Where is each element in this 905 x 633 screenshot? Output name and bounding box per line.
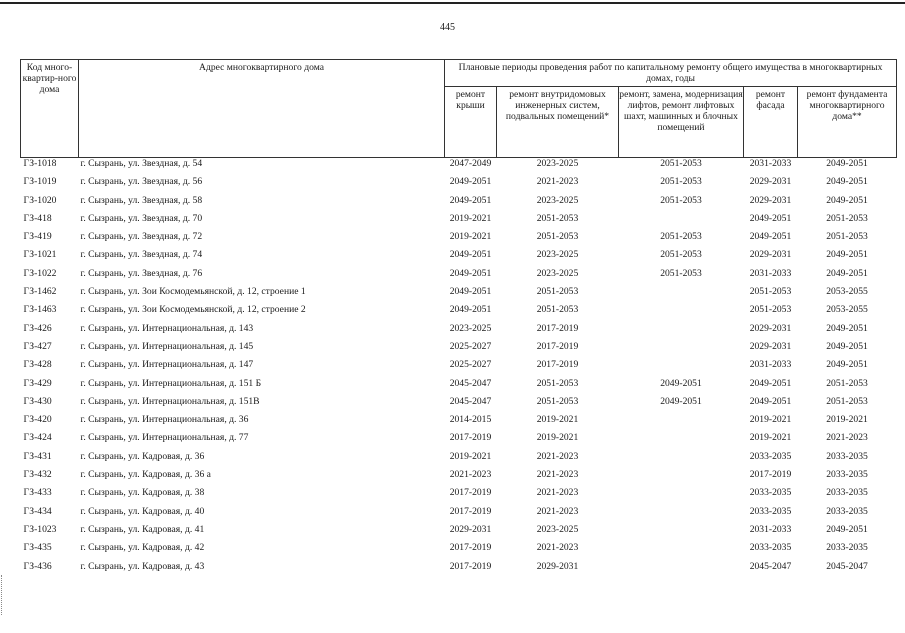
row-code: ГЗ-1023 (23, 523, 57, 535)
row-code: ГЗ-426 (23, 322, 52, 334)
row-address: г. Сызрань, ул. Кадровая, д. 36 (80, 450, 205, 462)
row-systems: 2021-2023 (536, 469, 579, 481)
capital-repair-table (20, 59, 897, 579)
row-code: ГЗ-424 (23, 432, 52, 444)
row-systems: 2051-2053 (536, 377, 579, 389)
row-address: г. Сызрань, ул. Интернациональная, д. 145 (80, 340, 254, 352)
row-facade: 2029-2031 (749, 340, 792, 352)
row-code: ГЗ-1018 (23, 158, 57, 169)
row-code: ГЗ-1019 (23, 176, 57, 188)
table-row (21, 378, 897, 396)
table-row (21, 451, 897, 469)
row-facade: 2033-2035 (749, 487, 792, 499)
row-foundation: 2049-2051 (826, 249, 868, 261)
row-code: ГЗ-430 (23, 395, 52, 407)
row-facade: 2049-2051 (749, 212, 792, 224)
top-rule (0, 2, 905, 4)
table-row (21, 506, 897, 524)
row-code: ГЗ-433 (23, 487, 52, 499)
row-address: г. Сызрань, ул. Зои Космодемьянской, д. 12, строение 2 (80, 304, 306, 316)
row-roof: 2017-2019 (449, 505, 492, 517)
row-address: г. Сызрань, ул. Интернациональная, д. 151В (80, 395, 260, 407)
row-roof: 2014-2015 (449, 414, 492, 426)
table-row (21, 304, 897, 322)
row-elevators: 2051-2053 (660, 249, 702, 261)
row-systems: 2051-2053 (536, 212, 579, 224)
row-systems: 2017-2019 (536, 340, 579, 352)
row-foundation: 2049-2051 (826, 267, 868, 279)
row-foundation: 2051-2053 (826, 231, 868, 243)
row-systems: 2023-2025 (536, 158, 579, 169)
table-row (21, 524, 897, 542)
header-address: Адрес многоквартирного дома (79, 60, 445, 158)
row-systems: 2019-2021 (536, 432, 579, 444)
header-foundation: ремонт фундамента многоквартирного дома** (798, 87, 897, 158)
row-roof: 2017-2019 (449, 542, 492, 554)
row-address: г. Сызрань, ул. Зои Космодемьянской, д. 12, строение 1 (80, 286, 306, 298)
row-facade: 2019-2021 (749, 414, 792, 426)
row-roof: 2023-2025 (449, 322, 492, 334)
row-facade: 2051-2053 (749, 286, 792, 298)
row-systems: 2051-2053 (536, 304, 579, 316)
row-roof: 2049-2051 (449, 286, 492, 298)
row-facade: 2031-2033 (749, 267, 792, 279)
row-code: ГЗ-431 (23, 450, 52, 462)
row-address: г. Сызрань, ул. Интернациональная, д. 151 Б (80, 377, 262, 389)
row-foundation: 2049-2051 (826, 523, 868, 535)
row-foundation: 2051-2053 (826, 377, 868, 389)
row-foundation: 2049-2051 (826, 340, 868, 352)
row-code: ГЗ-428 (23, 359, 52, 371)
row-foundation: 2033-2035 (826, 487, 868, 499)
row-systems: 2021-2023 (536, 450, 579, 462)
row-facade: 2031-2033 (749, 523, 792, 535)
row-elevators: 2049-2051 (660, 395, 702, 407)
row-facade: 2029-2031 (749, 249, 792, 261)
table-row (21, 268, 897, 286)
row-facade: 2029-2031 (749, 194, 792, 206)
row-systems: 2019-2021 (536, 414, 579, 426)
header-systems: ремонт внутридомовых инженерных систем, подвальных помещений* (497, 87, 619, 158)
row-systems: 2051-2053 (536, 286, 579, 298)
table-row (21, 158, 897, 177)
row-foundation: 2049-2051 (826, 322, 868, 334)
row-foundation: 2051-2053 (826, 395, 868, 407)
row-elevators (619, 542, 744, 560)
row-address: г. Сызрань, ул. Звездная, д. 76 (80, 267, 203, 279)
row-systems: 2023-2025 (536, 194, 579, 206)
table-row (21, 487, 897, 505)
row-systems: 2021-2023 (536, 542, 579, 554)
row-elevators: 2051-2053 (660, 267, 702, 279)
row-systems: 2029-2031 (536, 560, 579, 572)
row-roof: 2049-2051 (449, 304, 492, 316)
row-code: ГЗ-432 (23, 469, 52, 481)
row-roof: 2049-2051 (449, 249, 492, 261)
table-body (21, 158, 897, 579)
table-row (21, 469, 897, 487)
row-foundation: 2051-2053 (826, 212, 868, 224)
row-systems: 2017-2019 (536, 359, 579, 371)
row-foundation: 2019-2021 (826, 414, 868, 426)
row-facade: 2017-2019 (749, 469, 792, 481)
row-roof: 2025-2027 (449, 359, 492, 371)
table-row (21, 561, 897, 579)
row-foundation: 2053-2055 (826, 286, 868, 298)
row-code: ГЗ-427 (23, 340, 52, 352)
row-roof: 2017-2019 (449, 432, 492, 444)
row-elevators (619, 359, 744, 377)
row-code: ГЗ-434 (23, 505, 52, 517)
table-row (21, 542, 897, 560)
row-elevators: 2049-2051 (660, 377, 702, 389)
row-address: г. Сызрань, ул. Звездная, д. 74 (80, 249, 203, 261)
row-roof: 2045-2047 (449, 395, 492, 407)
table-row (21, 249, 897, 267)
row-address: г. Сызрань, ул. Кадровая, д. 42 (80, 542, 205, 554)
row-facade: 2033-2035 (749, 505, 792, 517)
row-elevators: 2051-2053 (660, 176, 702, 188)
row-address: г. Сызрань, ул. Интернациональная, д. 77 (80, 432, 249, 444)
row-foundation: 2021-2023 (826, 432, 868, 444)
row-code: ГЗ-1463 (23, 304, 57, 316)
table-row (21, 396, 897, 414)
header-code: Код много-квартир-ного дома (21, 60, 79, 158)
row-facade: 2049-2051 (749, 377, 792, 389)
row-elevators (619, 524, 744, 542)
header-elevators: ремонт, замена, модернизация лифтов, ремонт лифтовых шахт, машинных и блочных помещений (619, 87, 744, 158)
row-roof: 2019-2021 (449, 450, 492, 462)
row-address: г. Сызрань, ул. Кадровая, д. 43 (80, 560, 205, 572)
row-facade: 2029-2031 (749, 176, 792, 188)
row-elevators: 2051-2053 (660, 194, 702, 206)
row-elevators (619, 561, 744, 579)
row-code: ГЗ-418 (23, 212, 52, 224)
row-roof: 2017-2019 (449, 487, 492, 499)
row-foundation: 2033-2035 (826, 450, 868, 462)
row-systems: 2023-2025 (536, 523, 579, 535)
table-row (21, 195, 897, 213)
row-foundation: 2053-2055 (826, 304, 868, 316)
row-address: г. Сызрань, ул. Кадровая, д. 38 (80, 487, 205, 499)
scan-margin-marks (1, 575, 8, 615)
row-address: г. Сызрань, ул. Кадровая, д. 36 а (80, 469, 211, 481)
row-roof: 2049-2051 (449, 194, 492, 206)
row-roof: 2019-2021 (449, 231, 492, 243)
row-roof: 2017-2019 (449, 560, 492, 572)
row-systems: 2021-2023 (536, 505, 579, 517)
table-row (21, 231, 897, 249)
row-roof: 2045-2047 (449, 377, 492, 389)
table-row (21, 286, 897, 304)
table-row (21, 359, 897, 377)
row-facade: 2049-2051 (749, 231, 792, 243)
row-address: г. Сызрань, ул. Кадровая, д. 41 (80, 523, 205, 535)
row-address: г. Сызрань, ул. Звездная, д. 70 (80, 212, 203, 224)
row-facade: 2031-2033 (749, 359, 792, 371)
row-code: ГЗ-419 (23, 231, 52, 243)
row-elevators (619, 213, 744, 231)
row-elevators (619, 469, 744, 487)
row-systems: 2017-2019 (536, 322, 579, 334)
row-code: ГЗ-436 (23, 560, 52, 572)
row-address: г. Сызрань, ул. Интернациональная, д. 143 (80, 322, 254, 334)
header-facade: ремонт фасада (744, 87, 798, 158)
row-elevators (619, 506, 744, 524)
row-roof: 2021-2023 (449, 469, 492, 481)
row-address: г. Сызрань, ул. Звездная, д. 72 (80, 231, 203, 243)
row-foundation: 2033-2035 (826, 505, 868, 517)
row-code: ГЗ-435 (23, 542, 52, 554)
page-number: 445 (440, 22, 455, 33)
row-facade: 2033-2035 (749, 542, 792, 554)
table-row (21, 414, 897, 432)
row-elevators: 2051-2053 (660, 158, 702, 169)
row-foundation: 2049-2051 (826, 158, 868, 169)
row-systems: 2051-2053 (536, 231, 579, 243)
table-row (21, 176, 897, 194)
table-row (21, 213, 897, 231)
row-code: ГЗ-1020 (23, 194, 57, 206)
row-foundation: 2049-2051 (826, 176, 868, 188)
row-elevators (619, 432, 744, 450)
row-address: г. Сызрань, ул. Звездная, д. 56 (80, 176, 203, 188)
row-code: ГЗ-1022 (23, 267, 57, 279)
row-facade: 2019-2021 (749, 432, 792, 444)
row-foundation: 2033-2035 (826, 469, 868, 481)
row-address: г. Сызрань, ул. Кадровая, д. 40 (80, 505, 205, 517)
row-address: г. Сызрань, ул. Звездная, д. 54 (80, 158, 203, 169)
row-elevators (619, 304, 744, 322)
row-foundation: 2033-2035 (826, 542, 868, 554)
row-facade: 2051-2053 (749, 304, 792, 316)
row-roof: 2047-2049 (449, 158, 492, 169)
row-foundation: 2049-2051 (826, 194, 868, 206)
row-systems: 2023-2025 (536, 267, 579, 279)
row-code: ГЗ-429 (23, 377, 52, 389)
row-elevators (619, 286, 744, 304)
row-roof: 2029-2031 (449, 523, 492, 535)
row-roof: 2049-2051 (449, 267, 492, 279)
row-code: ГЗ-1462 (23, 286, 57, 298)
row-facade: 2029-2031 (749, 322, 792, 334)
table-row (21, 341, 897, 359)
row-systems: 2051-2053 (536, 395, 579, 407)
row-elevators (619, 323, 744, 341)
table-row (21, 323, 897, 341)
row-address: г. Сызрань, ул. Интернациональная, д. 147 (80, 359, 254, 371)
row-systems: 2021-2023 (536, 176, 579, 188)
row-elevators (619, 451, 744, 469)
row-roof: 2019-2021 (449, 212, 492, 224)
row-facade: 2045-2047 (749, 560, 792, 572)
header-periods-group: Плановые периоды проведения работ по капитальному ремонту общего имущества в многоквартирных домах, годы (445, 60, 897, 87)
row-roof: 2049-2051 (449, 176, 492, 188)
row-facade: 2049-2051 (749, 395, 792, 407)
row-facade: 2031-2033 (749, 158, 792, 169)
row-elevators (619, 487, 744, 505)
row-elevators (619, 414, 744, 432)
row-address: г. Сызрань, ул. Звездная, д. 58 (80, 194, 203, 206)
row-roof: 2025-2027 (449, 340, 492, 352)
row-elevators (619, 341, 744, 359)
row-facade: 2033-2035 (749, 450, 792, 462)
row-address: г. Сызрань, ул. Интернациональная, д. 36 (80, 414, 249, 426)
header-roof: ремонт крыши (445, 87, 497, 158)
row-systems: 2021-2023 (536, 487, 579, 499)
table-row (21, 432, 897, 450)
row-code: ГЗ-420 (23, 414, 52, 426)
row-foundation: 2045-2047 (826, 560, 868, 572)
row-foundation: 2049-2051 (826, 359, 868, 371)
row-code: ГЗ-1021 (23, 249, 57, 261)
row-systems: 2023-2025 (536, 249, 579, 261)
row-elevators: 2051-2053 (660, 231, 702, 243)
